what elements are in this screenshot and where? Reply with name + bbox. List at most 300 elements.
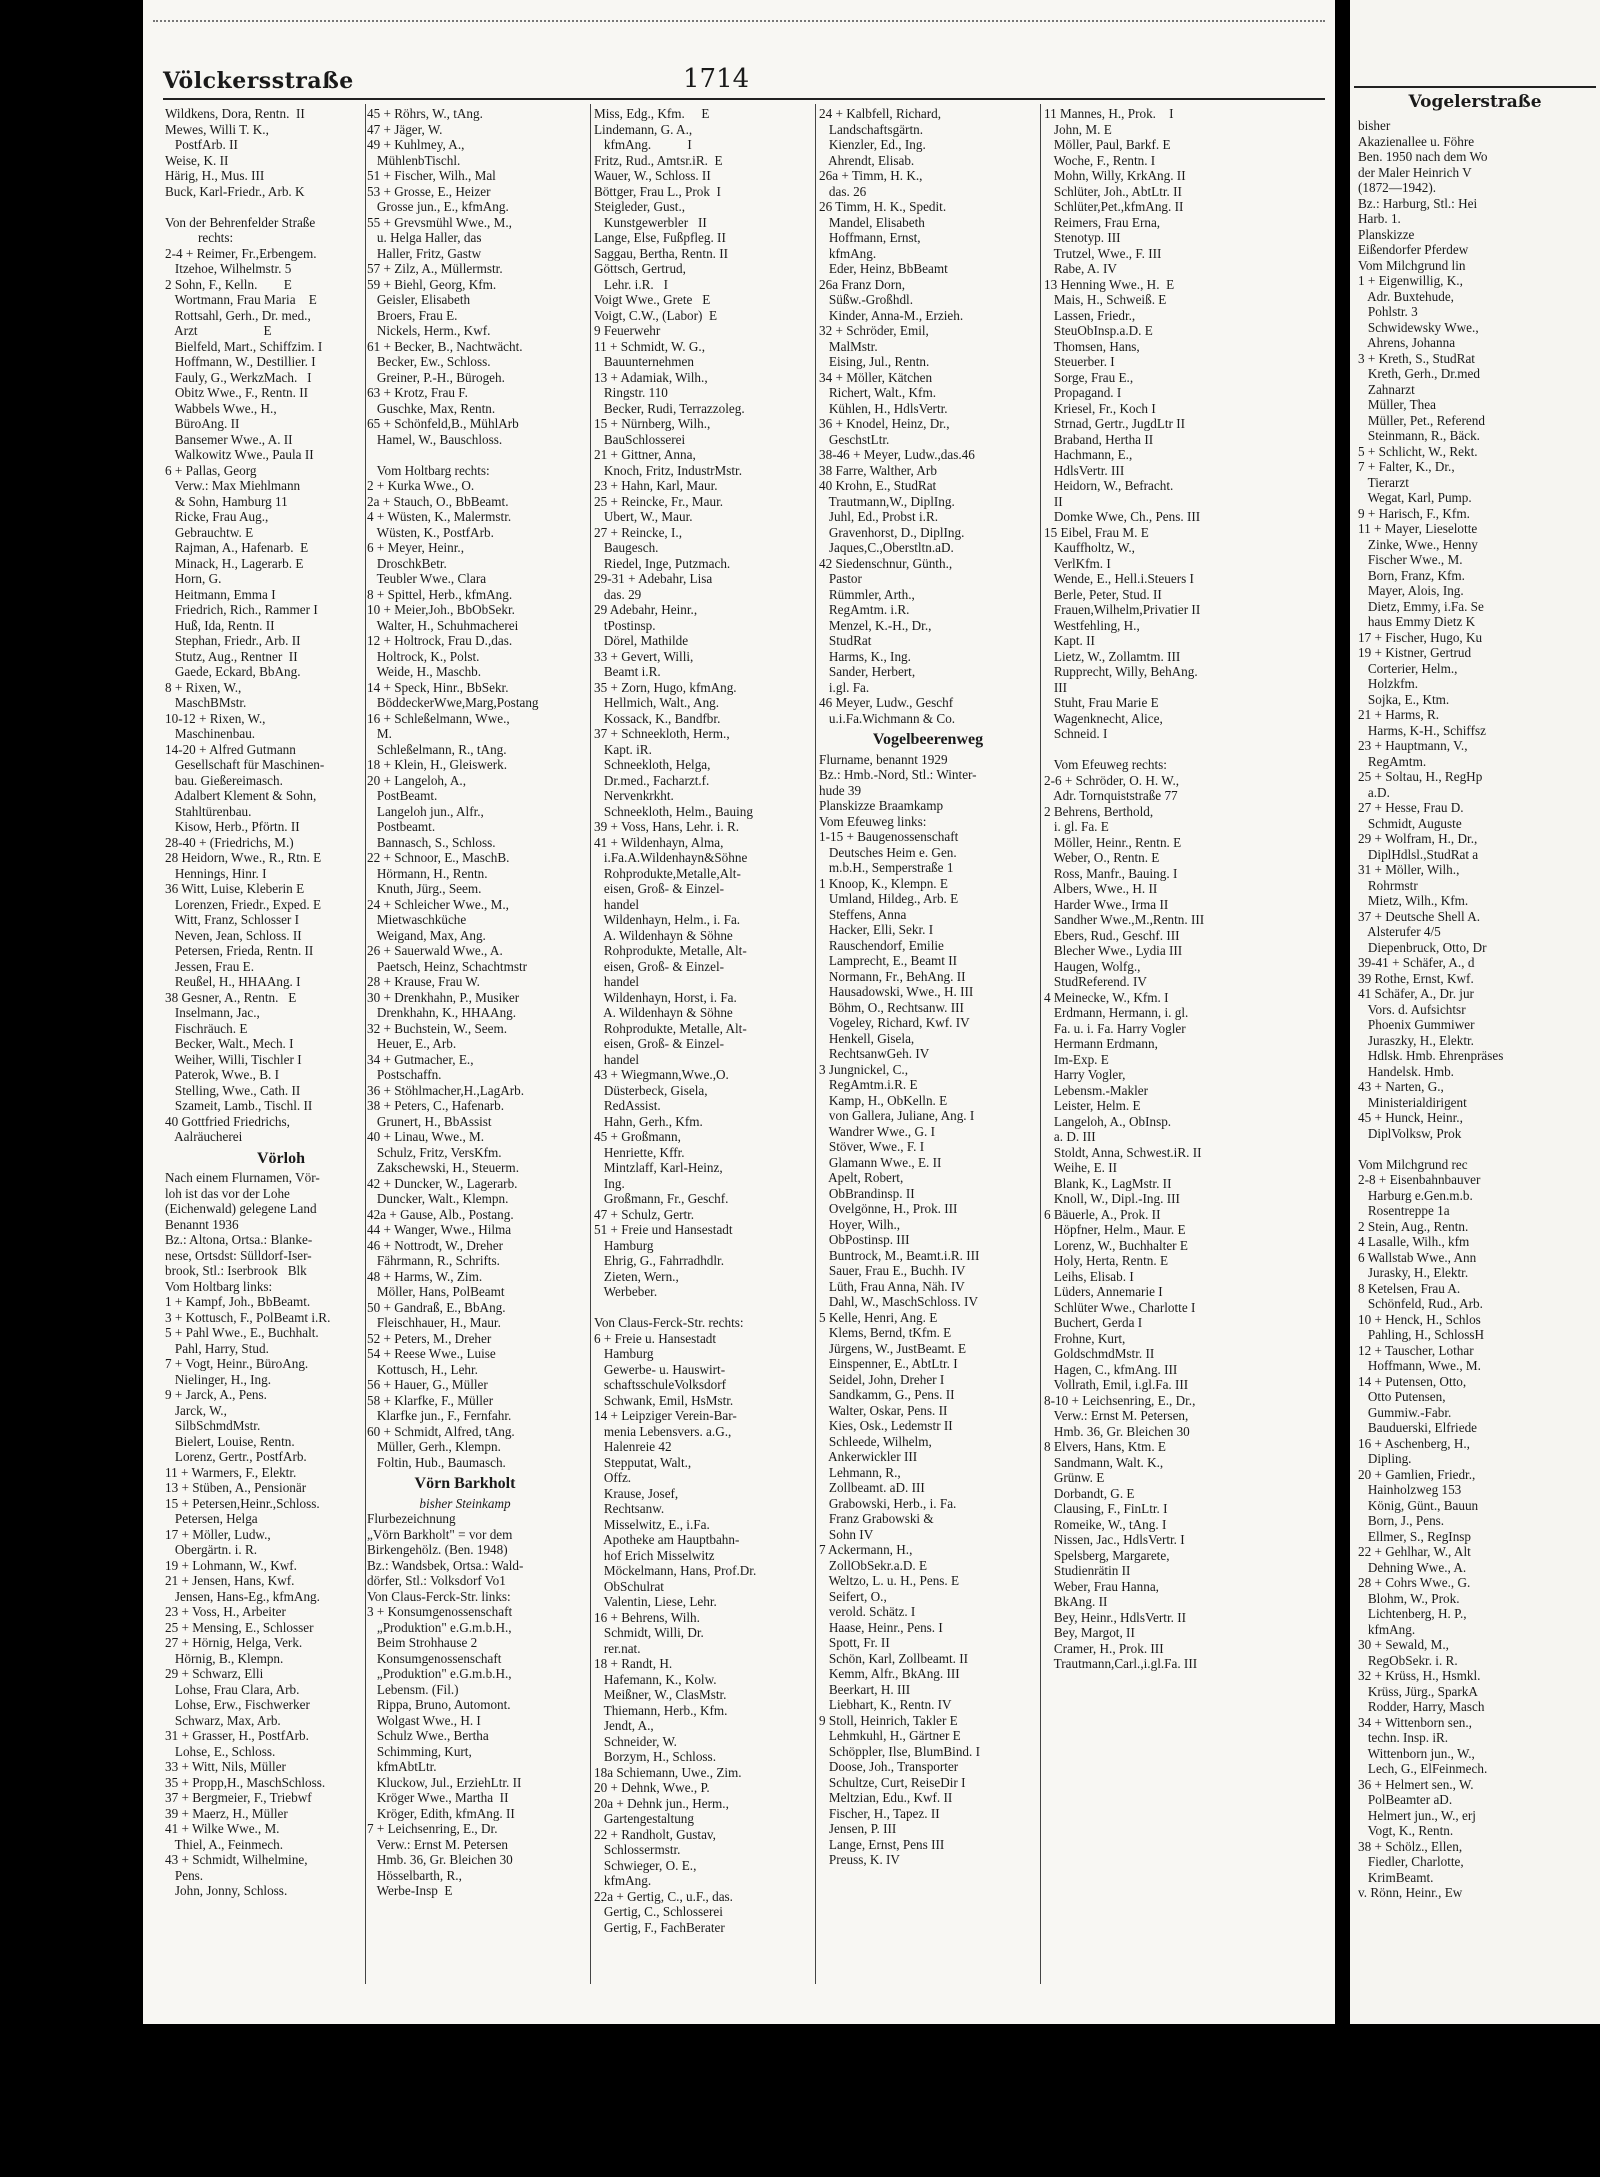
directory-entry-line: Sandher Wwe.,M.,Rentn. III [1044,912,1205,927]
directory-entry-line: Stutz, Aug., Rentner II [165,648,298,664]
directory-entry-line: Heuer, E., Arb. [367,1036,457,1051]
directory-entry-line: 34 + Wittenborn sen., [1358,1714,1472,1730]
directory-entry-line: RegAmtm. i.R. [819,602,910,617]
directory-entry-line: 24 + Kalbfell, Richard, [819,106,942,121]
directory-entry-line: Beim Strohhause 2 [367,1635,478,1650]
directory-entry-line: 63 + Krotz, Frau F. [367,385,468,400]
directory-entry-line: Lorenzen, Friedr., Exped. E [165,896,322,912]
directory-entry-line: 23 + Voss, H., Arbeiter [165,1604,286,1619]
directory-entry-line: Hachmann, E., [1044,447,1133,462]
directory-entry-line: Umland, Hildeg., Arb. E [819,891,959,906]
directory-entry-line: eisen, Groß- & Einzel- [594,958,725,974]
directory-entry-line: Kemm, Alfr., BkAng. III [819,1666,960,1681]
directory-entry-line: Buntrock, M., Beamt.i.R. III [819,1247,980,1263]
directory-entry-line: König, Günt., Bauun [1358,1497,1479,1513]
directory-entry-line: 2 + Kurka Wwe., O. [367,478,475,493]
directory-entry-line: Blohm, W., Prok. [1358,1590,1460,1606]
directory-entry-line: Gartengestaltung [594,1811,694,1826]
directory-entry-line: eisen, Groß- & Einzel- [594,1036,725,1051]
directory-entry-line: 10 + Meier,Joh., BbObSekr. [367,602,515,617]
directory-entry-line: Bauduerski, Elfriede [1358,1420,1478,1435]
directory-entry-line: Gaede, Eckard, BbAng. [165,664,301,679]
directory-entry-line: 7 Ackermann, H., [819,1542,913,1557]
directory-entry-line: 2-4 + Reimer, Fr.,Erbengem. [165,245,317,261]
directory-entry-line: 6 Bäuerle, A., Prok. II [1044,1206,1161,1222]
directory-entry-line: 13 Henning Wwe., H. E [1044,276,1175,292]
directory-entry-line: 21 + Jensen, Hans, Kwf. [165,1573,295,1588]
directory-entry-line: 21 + Harms, R. [1358,707,1440,722]
directory-entry-line: der Maler Heinrich V [1358,164,1472,180]
directory-entry-line: 45 + Großmann, [594,1129,681,1144]
directory-entry-line: Otto Putensen, [1358,1389,1446,1404]
directory-entry-line: 42a + Gause, Alb., Postang. [367,1206,514,1222]
directory-entry-line: 25 + Mensing, E., Schlosser [165,1619,314,1635]
directory-entry-line: 3 + Kottusch, F., PolBeamt i.R. [165,1309,331,1325]
directory-entry-line: Nach einem Flurnamen, Vör- [165,1170,320,1185]
directory-entry-line: 14 + Leipziger Verein-Bar- [594,1408,737,1423]
directory-entry-line: Paterok, Wwe., B. I [165,1067,280,1082]
directory-entry-line: Bielfeld, Mart., Schiffzim. I [165,338,323,354]
directory-entry-line: DiplHdlsl.,StudRat a [1358,846,1479,862]
directory-entry-line: Nervenkrkht. [594,788,674,803]
directory-entry-line: Holy, Herta, Rentn. E [1044,1253,1169,1268]
directory-entry-line: (1872—1942). [1358,180,1437,195]
directory-entry-line: 40 Krohn, E., StudRat [819,478,937,493]
directory-entry-line: Thiel, A., Feinmech. [165,1836,284,1852]
directory-entry-line: Werbeber. [594,1284,658,1299]
directory-entry-line: Sohn IV [819,1526,874,1542]
directory-entry-line: John, Jonny, Schloss. [165,1883,288,1898]
directory-entry-line: Obergärtn. i. R. [165,1542,258,1557]
directory-entry-line: MaschBMstr. [165,695,247,710]
directory-entry-line: 46 Meyer, Ludw., Geschf [819,695,954,710]
directory-entry-line: 12 + Tauscher, Lothar [1358,1342,1474,1358]
directory-entry-line: Jaques,C.,Oberstltn.aD. [819,540,954,555]
directory-entry-line: 20 + Dehnk, Wwe., P. [594,1780,710,1795]
directory-entry-line: 26a Franz Dorn, [819,276,906,292]
directory-entry-line: Harms, K-H., Schiffsz [1358,722,1486,738]
header-rule [163,98,1325,100]
directory-entry-line: 36 Witt, Luise, Kleberin E [165,881,305,896]
directory-entry-line: u. Helga Haller, das [367,230,482,245]
directory-entry-line: Schultze, Curt, ReiseDir I [819,1774,966,1790]
directory-entry-line: rechts: [165,230,234,245]
directory-entry-line: 35 + Zorn, Hugo, kfmAng. [594,679,737,695]
directory-entry-line: PostfArb. II [165,137,238,152]
directory-entry-line: 14 + Speck, Hinr., BbSekr. [367,679,509,695]
directory-entry-line: II [1044,493,1063,509]
directory-entry-line: Domke Wwe, Ch., Pens. III [1044,509,1201,524]
directory-entry-line: 31 + Grasser, H., PostfArb. [165,1728,309,1743]
directory-entry-line: Mewes, Willi T. K., [165,121,269,137]
directory-entry-line: Thomsen, Hans, [1044,338,1140,354]
directory-entry-line: Kluckow, Jul., ErziehLtr. II [367,1774,522,1790]
directory-entry-line: Misselwitz, E., i.Fa. [594,1516,710,1532]
directory-entry-line: Verw.: Max Miehlmann [165,478,301,493]
directory-entry-line: Gertig, C., Schlosserei [594,1904,723,1919]
directory-entry-line: Vom Efeuweg rechts: [1044,757,1167,772]
directory-entry-line: 10 + Henck, H., Schlos [1358,1311,1481,1327]
directory-entry-line: Stepputat, Walt., [594,1454,692,1470]
directory-entry-line: BkAng. II [1044,1594,1108,1609]
directory-entry-line: Ovelgönne, H., Prok. III [819,1201,958,1216]
top-dotted-line [153,20,1325,22]
directory-entry-line: Heidorn, W., Befracht. [1044,478,1174,493]
directory-entry-line: 1-15 + Baugenossenschaft [819,829,959,844]
directory-entry-line: Schlüter, Joh., AbtLtr. II [1044,183,1182,199]
directory-entry-line: Broers, Frau E. [367,307,458,323]
directory-entry-line: Härig, H., Mus. III [165,168,265,183]
directory-entry-line: Eder, Heinz, BbBeamt [819,261,948,276]
directory-entry-line: Vogeley, Richard, Kwf. IV [819,1015,970,1030]
directory-entry-line: Weber, Frau Hanna, [1044,1578,1159,1594]
directory-entry-line: 47 + Jäger, W. [367,121,443,137]
directory-entry-line: Albers, Wwe., H. II [1044,881,1158,896]
directory-entry-line: 15 + Petersen,Heinr.,Schloss. [165,1495,320,1511]
directory-entry-line: Sorge, Frau E., [1044,369,1134,385]
directory-entry-line: Holzkfm. [1358,676,1419,691]
directory-entry-line: Leister, Helm. E [1044,1098,1141,1113]
directory-entry-line: 10-12 + Rixen, W., [165,710,266,726]
directory-entry-line: kfmAng. [1358,1621,1416,1637]
directory-entry-line: Walter, H., Schuhmacherei [367,617,519,633]
directory-entry-line: Hörnig, B., Klempn. [165,1650,284,1666]
directory-entry-line: Gesellschaft für Maschinen- [165,757,325,772]
directory-entry-line: Süßw.-Großhdl. [819,292,914,307]
directory-entry-line: Steuerber. I [1044,354,1115,369]
directory-entry-line: Braband, Hertha II [1044,431,1154,447]
directory-entry-line: Paetsch, Heinz, Schachtmstr [367,958,528,974]
directory-entry-line: handel [594,896,640,912]
directory-entry-line: Rodder, Harry, Masch [1358,1699,1485,1714]
directory-entry-line: SteuObInsp.a.D. E [1044,323,1153,338]
directory-entry-line: Wegat, Karl, Pump. [1358,490,1472,505]
directory-entry-line: HdlsVertr. III [1044,462,1125,478]
directory-entry-line: Benannt 1936 [165,1216,239,1232]
directory-entry-line: Bz.: Wandsbek, Ortsa.: Wald- [367,1557,524,1573]
directory-entry-line: Klems, Bernd, tKfm. E [819,1325,952,1340]
directory-entry-line: Rajman, A., Hafenarb. E [165,540,309,555]
directory-entry-line: techn. Insp. iR. [1358,1730,1449,1745]
directory-entry-line: 9 + Harisch, F., Kfm. [1358,505,1470,521]
directory-entry-line: Wolgast Wwe., H. I [367,1712,481,1728]
directory-entry-line: Lindemann, G. A., [594,121,693,137]
directory-entry-line: Normann, Fr., BehAng. II [819,968,966,984]
directory-entry-line: Mietz, Wilh., Kfm. [1358,893,1469,908]
directory-entry-line: Weltzo, L. u. H., Pens. E [819,1573,960,1588]
directory-entry-line: Jensen, P. III [819,1821,897,1836]
directory-entry-line: 27 + Hörnig, Helga, Verk. [165,1635,303,1650]
directory-entry-line: Hoyer, Wilh., [819,1216,901,1232]
directory-entry-line: 38 + Peters, C., Hafenarb. [367,1098,505,1113]
directory-entry-line: 20 + Langeloh, A., [367,772,467,788]
directory-entry-line: Eising, Jul., Rentn. [819,354,930,369]
directory-entry-line: 42 + Duncker, W., Lagerarb. [367,1175,518,1191]
directory-entry-line: Mandel, Elisabeth [819,214,925,230]
directory-entry-line: 11 + Schmidt, W. G., [594,338,705,354]
directory-entry-line: kfmAng. [819,245,877,261]
directory-entry-line: a. D. III [1044,1129,1096,1144]
directory-entry-line: Liebhart, K., Rentn. IV [819,1697,952,1712]
directory-entry-line: Ubert, W., Maur. [594,509,693,524]
directory-entry-line: Jürgens, W., JustBeamt. E [819,1340,967,1356]
section-street-title: Vörn Barkholt [414,1475,516,1492]
directory-entry-line: 4 + Wüsten, K., Malermstr. [367,509,512,524]
directory-entry-line: 60 + Schmidt, Alfred, tAng. [367,1423,515,1439]
directory-entry-line: 43 + Narten, G., [1358,1079,1444,1094]
directory-entry-line: 39 + Maerz, H., Müller [165,1805,288,1821]
directory-entry-line: Petersen, Helga [165,1511,258,1526]
directory-entry-line: Hmb. 36, Gr. Bleichen 30 [1044,1423,1190,1439]
directory-entry-line: Stenotyp. III [1044,230,1121,245]
directory-entry-line: Phoenix Gummiwer [1358,1017,1475,1032]
directory-entry-line: Handelsk. Hmb. [1358,1063,1454,1079]
directory-entry-line: „Vörn Barkholt" = vor dem [367,1526,513,1542]
directory-entry-line: „Produktion" e.G.m.b.H., [367,1666,512,1681]
directory-entry-line: Maschinenbau. [165,726,256,741]
directory-entry-line: 7 + Falter, K., Dr., [1358,459,1455,474]
adjacent-page-rule [1354,86,1596,88]
directory-entry-line: Stahltürenbau. [165,803,252,819]
directory-entry-line: Itzehoe, Wilhelmstr. 5 [165,261,292,276]
directory-entry-line: Dipling. [1358,1451,1412,1466]
directory-entry-line: 38 Gesner, A., Rentn. E [165,989,297,1005]
directory-entry-line: Hermann Erdmann, [1044,1036,1158,1051]
directory-entry-line: Kies, Osk., Ledemstr II [819,1418,953,1433]
directory-entry-line: Landschaftsgärtn. [819,121,923,137]
directory-entry-line [367,447,563,463]
directory-entry-line: Duncker, Walt., Klempn. [367,1191,509,1206]
directory-entry-line: Wildenhayn, Helm., i. Fa. [594,912,741,927]
directory-entry-line: Leihs, Elisab. I [1044,1268,1134,1284]
directory-entry-line: Voigt, C.W., (Labor) E [594,307,718,323]
directory-entry-line: 35 + Propp,H., MaschSchloss. [165,1774,326,1790]
directory-entry-line: Zahnarzt [1358,381,1415,397]
directory-entry-line: M. [367,726,392,741]
directory-entry-line: Mayer, Alois, Ing. [1358,583,1464,598]
directory-entry-line: Jensen, Hans-Eg., kfmAng. [165,1588,320,1604]
directory-entry-line: Kossack, K., Bandfbr. [594,710,721,726]
directory-entry-line: Einspenner, E., AbtLtr. I [819,1356,958,1371]
directory-entry-line: 21 + Gittner, Anna, [594,447,696,462]
directory-entry-line: nese, Ortsdst: Sülldorf-Iser- [165,1247,312,1263]
directory-entry-line: loh ist das vor der Lohe [165,1185,290,1201]
directory-entry-line: 18 + Randt, H. [594,1656,673,1671]
directory-entry-line: Gebrauchtw. E [165,524,254,540]
directory-entry-line: Hagen, C., kfmAng. III [1044,1361,1178,1377]
directory-entry-line: Bz.: Harburg, Stl.: Hei [1358,195,1478,211]
directory-entry-line: Vom Milchgrund rec [1358,1156,1468,1172]
directory-entry-line: Kröger Wwe., Martha II [367,1790,509,1805]
directory-entry-line: Riedel, Inge, Putzmach. [594,555,731,571]
directory-entry-line: Weihe, E. II [1044,1160,1118,1175]
column-4 [819,106,1037,1986]
directory-entry-line: Lange, Ernst, Pens III [819,1836,945,1852]
directory-entry-line: Fischer Wwe., M. [1358,552,1463,567]
directory-entry-line: StudRat [819,633,872,648]
section-street-title: Vörloh [257,1149,305,1167]
directory-entry-line: Ellmer, S., RegInsp [1358,1528,1472,1544]
directory-entry-line: Halenreie 42 [594,1439,672,1454]
directory-entry-line: 4 Lasalle, Wilh., kfm [1358,1234,1470,1249]
directory-entry-line: bisher [1358,118,1391,133]
directory-entry-line: Ross, Manfr., Bauing. I [1044,865,1178,881]
directory-entry-line: 37 + Deutsche Shell A. [1358,908,1481,924]
directory-entry-line: Schöppler, Ilse, BlumBind. I [819,1743,981,1759]
directory-entry-line: 8-10 + Leichsenring, E., Dr., [1044,1392,1196,1408]
directory-entry-line: Trutzel, Wwe., F. III [1044,245,1162,261]
directory-entry-line: haus Emmy Dietz K [1358,614,1476,629]
directory-entry-line: 51 + Freie und Hansestadt [594,1222,733,1237]
directory-entry-line: 40 + Linau, Wwe., M. [367,1129,485,1144]
directory-entry-line: 6 + Pallas, Georg [165,462,257,478]
directory-entry-line: 28 Heidorn, Wwe., R., Rtn. E [165,850,322,865]
directory-entry-line: Birkengehölz. (Ben. 1948) [367,1542,508,1557]
directory-entry-line: Flurbezeichnung [367,1511,456,1526]
directory-entry-line: Lebensm.-Makler [1044,1082,1148,1098]
directory-entry-line: Holtrock, K., Polst. [367,648,480,664]
directory-entry-line: Schlüter,Pet.,kfmAng. II [1044,199,1184,214]
directory-entry-line: Müller, Pet., Referend [1358,412,1485,428]
directory-entry-line: 41 + Wildenhayn, Alma, [594,834,724,850]
directory-entry-line: Hmb. 36, Gr. Bleichen 30 [367,1852,513,1867]
directory-entry-line: Rabe, A. IV [1044,261,1117,276]
directory-entry-line: Schönfeld, Rud., Arb. [1358,1296,1483,1311]
directory-entry-line: 29 + Schwarz, Elli [165,1666,264,1681]
directory-entry-line: Walkowitz Wwe., Paula II [165,447,314,462]
directory-entry-line: Dietz, Emmy, i.Fa. Se [1358,598,1484,614]
directory-entry-line: „Produktion" e.G.m.b.H., [367,1619,512,1635]
directory-entry-line: 33 + Gevert, Willi, [594,648,694,664]
directory-entry-line: Ahrens, Johanna [1358,335,1456,350]
directory-entry-line: Rippa, Bruno, Automont. [367,1697,511,1712]
directory-entry-line: m.b.H., Semperstraße 1 [819,860,954,875]
directory-entry-line: Apelt, Robert, [819,1170,904,1185]
directory-entry-line: 55 + Grevsmühl Wwe., M., [367,214,512,230]
directory-entry-line: 3 + Konsumgenossenschaft [367,1604,513,1619]
directory-entry-line: Akazienallee u. Föhre [1358,133,1475,149]
directory-entry-line: Beamt i.R. [594,664,661,679]
directory-entry-line: 43 + Schmidt, Wilhelmine, [165,1852,308,1867]
section-street-title: Vogelbeerenweg [872,731,984,748]
directory-entry-line: Valentin, Liese, Lehr. [594,1594,717,1609]
directory-entry-line: Schwarz, Max, Arb. [165,1712,281,1728]
directory-entry-line: Frohne, Kurt, [1044,1330,1126,1346]
directory-entry-line: Postbeamt. [367,819,436,834]
directory-entry-line: 36 + Helmert sen., W. [1358,1776,1474,1792]
directory-entry-line: Schön, Karl, Zollbeamt. II [819,1650,969,1666]
directory-entry-line: Schwidewsky Wwe., [1358,319,1479,335]
directory-entry-line: Schwieger, O. E., [594,1857,697,1873]
directory-entry-line: 38 Farre, Walther, Arb [819,462,937,478]
directory-entry-line: 29-31 + Adebahr, Lisa [594,571,713,586]
directory-entry-line: Vom Holtbarg rechts: [367,462,490,478]
directory-entry-line: Apotheke am Hauptbahn- [594,1532,740,1547]
directory-entry-line: Werbe-Insp E [367,1883,453,1898]
directory-entry-line: Kühlen, H., HdlsVertr. [819,400,948,416]
directory-entry-line: Lorenz, Gertr., PostfArb. [165,1449,307,1464]
directory-entry-line: Lohse, Erw., Fischwerker [165,1697,310,1712]
directory-entry-line: Kienzler, Ed., Ing. [819,137,926,152]
directory-entry-line: Göttsch, Gertrud, [594,261,686,276]
directory-entry-line: 2 Sohn, F., Kelln. E [165,276,292,292]
directory-entry-line: Kisow, Herb., Pförtn. II [165,819,300,834]
directory-entry-line: Verw.: Ernst M. Petersen, [1044,1408,1189,1423]
directory-entry-line: BöddeckerWwe,Marg,Postang [367,695,539,710]
directory-entry-line: Huß, Ida, Rentn. II [165,617,275,633]
directory-entry-line: kfmAng. [594,1873,652,1888]
directory-entry-line: Kamp, H., ObKelln. E [819,1092,948,1108]
directory-entry-line: Rohprodukte, Metalle, Alt- [594,1020,747,1036]
directory-entry-line: Fleischhauer, H., Maur. [367,1315,501,1330]
directory-entry-line: Berle, Peter, Stud. II [1044,586,1162,602]
directory-entry-line: 8 Ketelsen, Frau A. [1358,1280,1461,1296]
directory-entry-line: das. 26 [819,183,867,199]
directory-entry-line: 22a + Gertig, C., u.F., das. [594,1888,733,1904]
directory-entry-line: Hörmann, H., Rentn. [367,865,488,881]
directory-entry-line: Möller, Paul, Barkf. E [1044,137,1171,152]
directory-entry-line: Studienrätin II [1044,1563,1131,1578]
directory-entry-line: Sandkamm, G., Pens. II [819,1387,955,1402]
directory-entry-line: 40 Gottfried Friedrichs, [165,1113,290,1129]
directory-entry-line: 7 + Leichsenring, E., Dr. [367,1821,498,1836]
directory-entry-line: Westfehling, H., [1044,617,1140,633]
directory-entry-line: Hoffmann, Wwe., M. [1358,1358,1481,1373]
directory-entry-line: 19 + Kistner, Gertrud [1358,645,1472,660]
directory-entry-line: 36 + Knodel, Heinz, Dr., [819,416,950,431]
directory-entry-line: 51 + Fischer, Wilh., Mal [367,168,496,183]
directory-entry-line: Müller, Thea [1358,397,1436,412]
directory-entry-line: Menzel, K.-H., Dr., [819,617,932,633]
directory-entry-line: 1 Knoop, K., Klempn. E [819,875,948,891]
directory-entry-line: 2 Behrens, Berthold, [1044,803,1154,819]
directory-entry-line: Reimers, Frau Erna, [1044,214,1161,230]
directory-entry-line: Juhl, Ed., Probst i.R. [819,509,939,524]
directory-entry-line: Steffens, Anna [819,906,907,922]
directory-entry-line: 37 + Schneekloth, Herm., [594,726,730,741]
directory-entry-line: Mintzlaff, Karl-Heinz, [594,1160,723,1175]
directory-entry-line: RegObSekr. i. R. [1358,1652,1458,1668]
directory-entry-line: Schwank, Emil, HsMstr. [594,1392,734,1408]
directory-entry-line: 4 Meinecke, W., Kfm. I [1044,989,1169,1005]
directory-entry-line: 17 + Möller, Ludw., [165,1526,271,1542]
directory-entry-line: 39 Rothe, Ernst, Kwf. [1358,970,1474,986]
directory-entry-line: Saggau, Bertha, Rentn. II [594,245,729,261]
directory-entry-line: Doose, Joh., Transporter [819,1759,959,1774]
directory-entry-line: 46 + Nottrodt, W., Dreher [367,1237,503,1253]
directory-entry-line: Stöver, Wwe., F. I [819,1139,925,1154]
directory-entry-line: Schlüter Wwe., Charlotte I [1044,1299,1196,1315]
directory-entry-line: Reußel, H., HHAAng. I [165,974,301,989]
directory-entry-line: Becker, Rudi, Terrazzoleg. [594,400,745,416]
directory-entry-line: 22 + Randholt, Gustav, [594,1826,716,1842]
directory-entry-line: Foltin, Hub., Baumasch. [367,1454,506,1470]
directory-entry-line: 58 + Klarfke, F., Müller [367,1392,494,1408]
directory-entry-line: Drenkhahn, K., HHAAng. [367,1005,517,1020]
directory-entry-line: Zollbeamt. aD. III [819,1480,925,1495]
directory-entry-line: Adr. Tornquiststraße 77 [1044,788,1178,803]
directory-entry-line: Wauer, W., Schloss. II [594,168,711,183]
directory-entry-line: Richert, Walt., Kfm. [819,385,936,400]
directory-entry-line: Tierarzt [1358,474,1409,490]
directory-entry-line: Vogt, K., Rentn. [1358,1823,1454,1838]
directory-entry-line: III [1044,679,1068,695]
directory-entry-line: MalMstr. [819,338,878,354]
directory-entry-line: schaftsschuleVolksdorf [594,1377,726,1392]
directory-entry-line: Möckelmann, Hans, Prof.Dr. [594,1563,757,1578]
page-number: 1714 [683,64,750,94]
directory-entry-line: Weiher, Willi, Tischler I [165,1051,302,1067]
